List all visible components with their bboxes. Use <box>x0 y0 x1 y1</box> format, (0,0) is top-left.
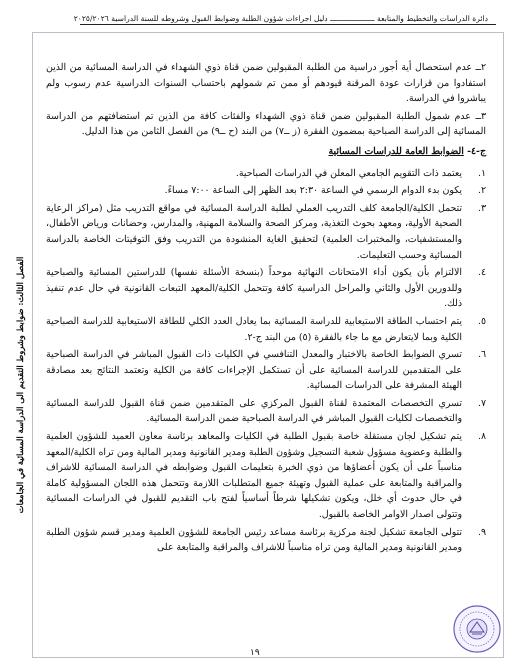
list-item-number: ٢. <box>477 185 486 197</box>
intro-paragraph-number: ٢ــ <box>475 62 487 73</box>
list-item-text: يعتمد ذات التقويم الجامعي المعلن في الدراسات الصباحية. <box>235 167 462 179</box>
section-heading <box>46 144 486 160</box>
list-item-text: تتولى الجامعة تشكيل لجنة مركزية برئاسة مساعد رئيس الجامعة للشؤون العلمية ومدير قسم شؤون الطلبة ومدير القانونية ومدير المالية ومن تراه مناسباً للاشراف والمراقبة والمتابعة على <box>46 526 462 554</box>
list-item <box>46 265 486 312</box>
intro-paragraph-number: ٣ــ <box>475 110 486 122</box>
list-item <box>46 166 486 182</box>
chapter-side-title: الفصل الثالث: ضوابط وشروط التقديم الى الدراسة المسائية في الجامعات <box>15 256 25 514</box>
list-item-text: تسري التخصصات المعتمدة لقناة القبول المركزي على المتقدمين ضمن قناة القبول للدراسة المسائية والتخصصات لكليات القبول المباشر في الدراسة الصباحية ضمن الدراسة المسائية. <box>46 397 462 425</box>
university-seal-icon <box>452 604 502 654</box>
list-item-number: ٣. <box>477 202 486 214</box>
document-body <box>46 60 486 558</box>
running-header: دائرة الدراسات والتخطيط والمتابعة ــــــــــــــــــــ دليل اجراءات شؤون الطلبة وضوابط القبول وشروطه للسنة الدراسية ٢٠٢٥/٢٠٢٦ <box>73 14 488 23</box>
intro-paragraph-text: عدم شمول الطلبة المقبولين ضمن قناة ذوي الشهداء والفئات كافة من الذين تم استضافتهم من الدراسة المسائية إلى الدراسة الصباحية بمضمون الفقرة (ز ــ٧) من البند (ح ــ٩) من الفصل الثامن من هذا الدليل. <box>46 110 486 138</box>
section-label: ج-٤- <box>467 145 486 157</box>
section-title: الضوابط العامة للدراسات المسائية <box>328 145 464 157</box>
list-item-number: ٥. <box>477 315 486 327</box>
list-item <box>46 201 486 263</box>
list-item-text: الالتزام بأن يكون أداء الامتحانات النهائية موحداً (بنسخة الأسئلة نفسها) للدراستين المسائية والصباحية وللدورين الأول والثاني والمراحل الدراسية كافة وتتحمل الكلية/المعهد التبعات القانونية في حال عدم تنفيذ ذلك. <box>46 267 462 310</box>
list-item <box>46 347 486 394</box>
intro-paragraph-text: عدم استحصال أية أجور دراسية من الطلبة المقبولين ضمن قناة ذوي الشهداء في الدراسة المسائية من الذين استفادوا من قرارات عودة المرقنة قيودهم أو ممن تم شمولهم باحتساب السنوات الدراسية عدم رسوب ولم يباشروا في الدراسة. <box>46 62 486 105</box>
list-item-number: ٤. <box>477 267 486 279</box>
list-item-text: يكون بدء الدوام الرسمي في الساعة ٢:٣٠ بعد الظهر إلى الساعة ٧:٠٠ مساءً. <box>164 185 462 197</box>
list-item <box>46 183 486 199</box>
list-item <box>46 429 486 523</box>
list-item-text: تتحمل الكلية/الجامعة كلف التدريب العملي لطلبة الدراسة المسائية في مواقع التدريب مثل (مراكز الرعاية الصحية الأولية، ومعهد بحوث التغذية، ومركز الصحة والسلامة المهنية، والمدارس، وحضانات ورياض الأطفال، والمستشفيات، والمختبرات العلمية) لتحقيق الغاية المنشودة من التدريب وفق التوقيتات الخاصة بالدراسة المسائية وحسب التعليمات. <box>46 202 462 261</box>
list-item <box>46 314 486 345</box>
intro-paragraph <box>46 60 486 107</box>
page-number: ١٩ <box>250 648 260 658</box>
list-item-number: ٨. <box>477 431 486 443</box>
list-item-number: ٩. <box>477 526 486 538</box>
list-item <box>46 525 486 556</box>
list-item-number: ١. <box>477 167 486 179</box>
list-item <box>46 396 486 427</box>
list-item-text: تسري الضوابط الخاصة بالاختبار والمعدل التنافسي في الكليات ذات القبول المباشر في الدراسة الصباحية على المتقدمين للدراسة المسائية على أن تستكمل الإجراءات كافة من الكلية وتعتمد النتائج بعد مصادقة الهيئة المشرفة على الدراسات المسائية. <box>46 349 462 392</box>
list-item-number: ٧. <box>477 397 486 409</box>
list-item-text: يتم تشكيل لجان مستقلة خاصة بقبول الطلبة في الكليات والمعاهد برئاسة معاون العميد للشؤون العلمية والطلبة وعضوية مسؤول شعبة التسجيل وشؤون الطلبة ومدير القانونية ومدير المالية ومن تراه الكلية/المعهد مناسباً على أن يكون أعضاؤها من ذوي الخبرة بتعليمات القبول وضوابطه في الدراسة المسائية للاشراف والمراقبة والمتابعة على عملية القبول وتهيئة جميع المتطلبات اللازمة وتتحمل هذه اللجان المسؤولية كاملة في حال حدوث أي خلل، ويكون تشكيلها شرطاً أساسياً لفتح باب التقديم للقبول في الدراسات المسائية وتتولى اصدار الاوامر الخاصة بالقبول. <box>46 431 462 521</box>
header-divider <box>80 24 496 25</box>
list-item-text: يتم احتساب الطاقة الاستيعابية للدراسة المسائية بما يعادل العدد الكلي للطاقة الاستيعابية للدراسة الصباحية الكلية وبما لايتعارض مع ما جاء بالفقرة (٥) من البند ج-٢. <box>46 315 462 343</box>
intro-paragraph <box>46 109 486 140</box>
list-item-number: ٦. <box>477 349 486 361</box>
